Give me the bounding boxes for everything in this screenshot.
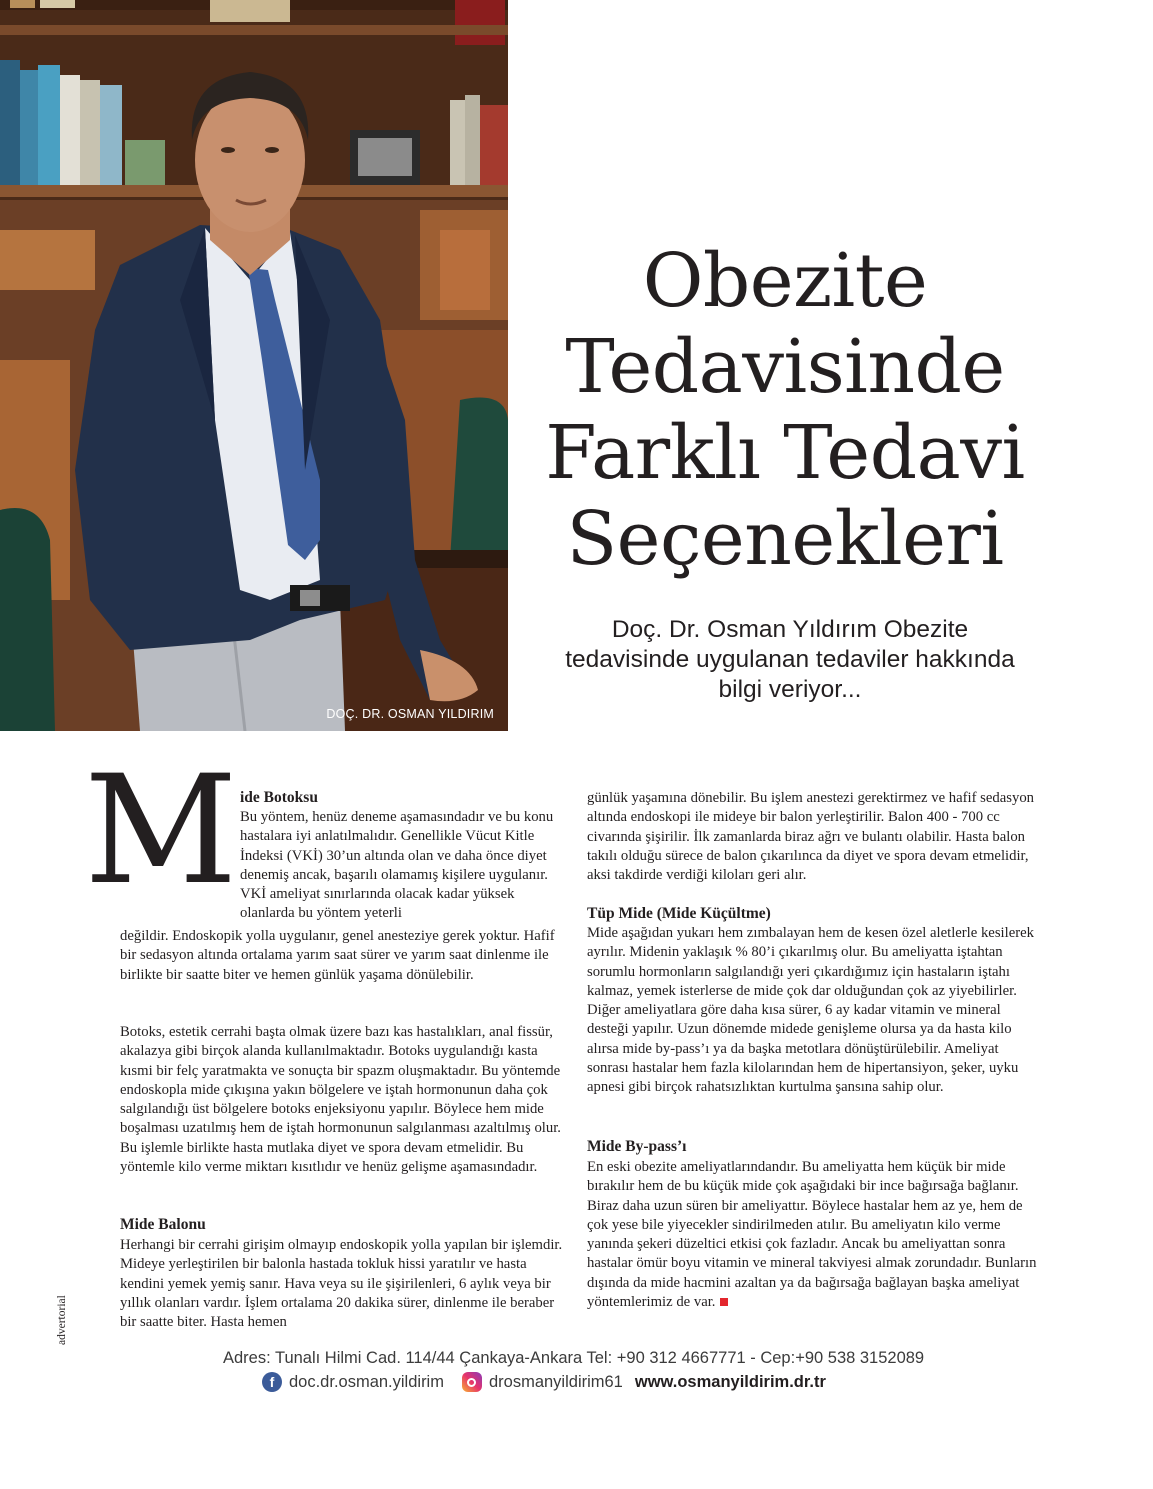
- footer-social: [262, 1370, 826, 1394]
- section-paragraph-tup-mide: Mide aşağıdan yukarı hem zımbalayan hem de kesen özel aletlerle kesilerek ayrılır. Midenin yaklaşık % 80’i çıkarılmış olur. Bu ameliyatta iştahtan sorumlu hormonların salgılandığı yeri çıkardığımız için hastaların iştahı kalmaz, yemek isterlerse de mide çok dar olduğundan çok az yiyebilirler. Diğer ameliyatlara göre daha kısa sürer, 6 ay kadar vitamin ve mineral desteği yapılır. Uzun dönemde midede genişleme olursa ya da hasta kilo alırsa mide by-pass’ı ya da başka metotlara dönüştürülebilir. Ameliyat sonrası hastalar hem fazla kilolarından hem de hipertansiyon, şeker, uyku apnesi gibi birçok rahatsızlıktan kurtulma şansına sahip olur.: [587, 925, 1034, 1096]
- bypass-text: En eski obezite ameliyatlarındandır. Bu ameliyatta hem küçük bir mide bırakılır hem de bu küçük mide çok aşağıdaki bir ince bağırsağa bağlanır. Biraz daha uzun süren bir ameliyattır. Böylece hastalar hem az ye, hem de çok yese bile yiyecekler sindirilmeden atılır. Bu ameliyatın kilo verme yanında şekeri düzeltici etkisi çok fazladır. Ancak bu ameliyattan sonra hastalar ömür boyu vitamin ve mineral takviyesi almak zorundadır. Bunların dışında da mide hacmini azaltan ya da bağırsağa bağlayan başka ameliyat yöntemlerimiz de var.: [587, 1159, 1037, 1311]
- facebook-handle[interactable]: doc.dr.osman.yildirim: [289, 1372, 444, 1391]
- footer-address: Adres: Tunalı Hilmi Cad. 114/44 Çankaya-Ankara Tel: +90 312 4667771 - Cep:+90 538 3152089: [223, 1349, 925, 1367]
- end-mark-icon: [720, 1298, 728, 1306]
- section-heading-mide-balonu: Mide Balonu: [120, 1216, 206, 1233]
- facebook-icon: f: [262, 1372, 282, 1392]
- page-subtitle: Doç. Dr. Osman Yıldırım Obezite tedavisinde uygulanan tedaviler hakkında bilgi veriyor...: [565, 616, 1015, 703]
- section-paragraph-botoksu-cont: değildir. Endoskopik yolla uygulanır, genel anesteziye gerek yoktur. Hafif bir sedasyon altında ortalama yarım saat sürer ve yarım saat dinlenme ile birlikte bir saatte biter ve hemen günlük yaşama dönülebilir.: [120, 928, 555, 983]
- section-paragraph-mide-balonu: Herhangi bir cerrahi girişim olmayıp endoskopik yolla yapılan bir işlemdir. Mideye yerleştirilen bir balonla hastada tokluk hissi yaratılır ve hasta kendini yemek yemiş sanır. Hava veya su ile şişirilenleri, 6 aylık veya bir yıllık olanları vardır. İşlem ortalama 20 dakika sürer, dinlenme ile beraber bir saatte biter. Hasta hemen: [120, 1237, 563, 1331]
- doctor-photo: [0, 0, 508, 731]
- section-paragraph-botoksu-2: Botoks, estetik cerrahi başta olmak üzere bazı kas hastalıkları, anal fissür, akalazya gibi birçok alanda kullanılmaktadır. Botoks uygulandığı kasta kısmi bir felç yaratmakta ve sonuçta bir spazm oluşmaktadır. Bu yöntemde endoskopla mide çıkışına yakın bölgelere ve iştah hormonunun daha çok salgılandığı üst bölgelere botoks enjeksiyonu yapılır. Böylece hem mide boşalması uzatılmış hem de iştah hormonunun salgılanması azaltılmış olur. Bu işlemle birlikte hasta mutlaka diyet ve spora devam etmelidir. Bu yöntemle kilo verme miktarı kısıtlıdır ve henüz gelişme aşamasındadır.: [120, 1024, 561, 1176]
- section-paragraph-balonu-cont: günlük yaşamına dönebilir. Bu işlem anestezi gerektirmez ve hafif sedasyon altında endoskopi ile mideye bir balon yerleştirilir. Balon 400 - 700 cc civarında şişirilir. İlk zamanlarda biraz ağrı ve bulantı olabilir. Hasta balon takılı olduğu sürece de balon çıkarılınca da diyet ve spora devam etmelidir, aksi takdirde verdiği kiloları geri alır.: [587, 790, 1035, 884]
- section-paragraph-mide-bypass: [587, 1158, 1039, 1312]
- drop-cap: M: [84, 744, 238, 918]
- advertorial-label: advertorial: [56, 1295, 68, 1345]
- instagram-handle[interactable]: drosmanyildirim61: [488, 1372, 623, 1391]
- section-heading-tup-mide: Tüp Mide (Mide Küçültme): [587, 905, 771, 922]
- section-heading-mide-botoksu: ide Botoksu: [240, 789, 318, 806]
- doctor-photo-illustration: [0, 0, 508, 731]
- instagram-icon: [462, 1372, 482, 1392]
- page-title: Obezite Tedavisinde Farklı Tedavi Seçenekleri: [545, 238, 1025, 582]
- section-heading-mide-bypass: Mide By-pass’ı: [587, 1138, 687, 1155]
- website-link[interactable]: www.osmanyildirim.dr.tr: [634, 1372, 826, 1391]
- photo-caption: DOÇ. DR. OSMAN YILDIRIM: [326, 707, 494, 721]
- section-paragraph-botoksu-intro: Bu yöntem, henüz deneme aşamasındadır ve bu konu hastalara iyi anlatılmalıdır. Genellikle Vücut Kitle İndeksi (VKİ) 30’un altında olan ve daha önce diyet denemiş ancak, başarılı olamamış kişilere uygulanır. VKİ ameliyat sınırlarında olacak kadar yüksek olanlarda bu yöntem yeterli: [240, 809, 554, 922]
